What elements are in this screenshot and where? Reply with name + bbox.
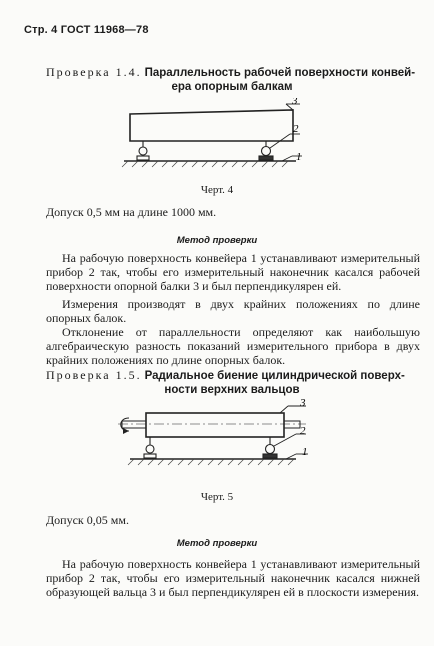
label-3: 3 <box>292 98 298 107</box>
support-left <box>144 437 156 458</box>
method-heading-1-4: Метод проверки <box>176 235 258 246</box>
method-heading-1-5: Метод проверки <box>176 538 258 549</box>
base-hatching <box>128 459 294 465</box>
paragraph-2: Измерения производят в двух крайних положениях по длине опорных балок. <box>46 297 420 325</box>
leader-3 <box>280 406 288 413</box>
check-1-4-heading <box>46 65 418 80</box>
check-1-4-heading-cont <box>46 79 418 94</box>
figure-5-caption: Черт. 5 <box>200 491 234 503</box>
tolerance-1-5: Допуск 0,05 мм. <box>46 513 129 527</box>
check-1-4-title-line1: Параллельность рабочей поверхности конвей- <box>144 67 416 79</box>
beam-3 <box>130 110 293 141</box>
support-left <box>137 141 149 160</box>
figure-4-caption: Черт. 4 <box>200 184 234 196</box>
base-hatching <box>122 161 288 167</box>
check-1-5-title-line2: ности верхних вальцов <box>164 384 300 396</box>
paragraph-3: Отклонение от параллельности определяют как наибольшую алгебраическую разность показаний измерительного прибора в двух крайних положениях по длине опорных балок. <box>46 325 420 367</box>
page-header: Стр. 4 ГОСТ 11968—78 <box>24 24 149 36</box>
indicator-2 <box>259 141 273 160</box>
check-1-5-lead: Проверка 1.5. <box>46 368 142 382</box>
check-1-5-title-line1: Радиальное биение цилиндрической поверх- <box>144 370 405 382</box>
figure-5-drawing <box>110 398 320 478</box>
paragraph-4: На рабочую поверхность конвейера 1 устанавливают измерительный прибор 2 так, чтобы его измерительный наконечник касался нижней образующей вальца 3 и был перпендикулярен ей в плоскости измерения. <box>46 557 420 599</box>
check-1-5-heading-cont <box>46 382 418 397</box>
shaft-left <box>122 421 146 428</box>
label-1: 1 <box>302 446 308 458</box>
label-3: 3 <box>300 398 306 409</box>
paragraph-1: На рабочую поверхность конвейера 1 устанавливают измерительный прибор 2 так, чтобы его измерительный наконечник касался рабочей поверхности опорной балки 3 и был перпендикулярен ей. <box>46 251 420 293</box>
indicator-2 <box>263 437 277 458</box>
tolerance-1-4: Допуск 0,5 мм на длине 1000 мм. <box>46 205 217 219</box>
check-1-5-heading <box>46 368 418 383</box>
check-1-4-title-line2: ера опорным балкам <box>171 81 293 93</box>
roller-3 <box>146 413 284 437</box>
shaft-right <box>284 421 300 428</box>
label-2: 2 <box>293 123 299 135</box>
check-1-4-lead: Проверка 1.4. <box>46 65 142 79</box>
figure-4-drawing <box>110 98 320 178</box>
label-2: 2 <box>300 425 306 437</box>
label-1: 1 <box>296 151 302 163</box>
